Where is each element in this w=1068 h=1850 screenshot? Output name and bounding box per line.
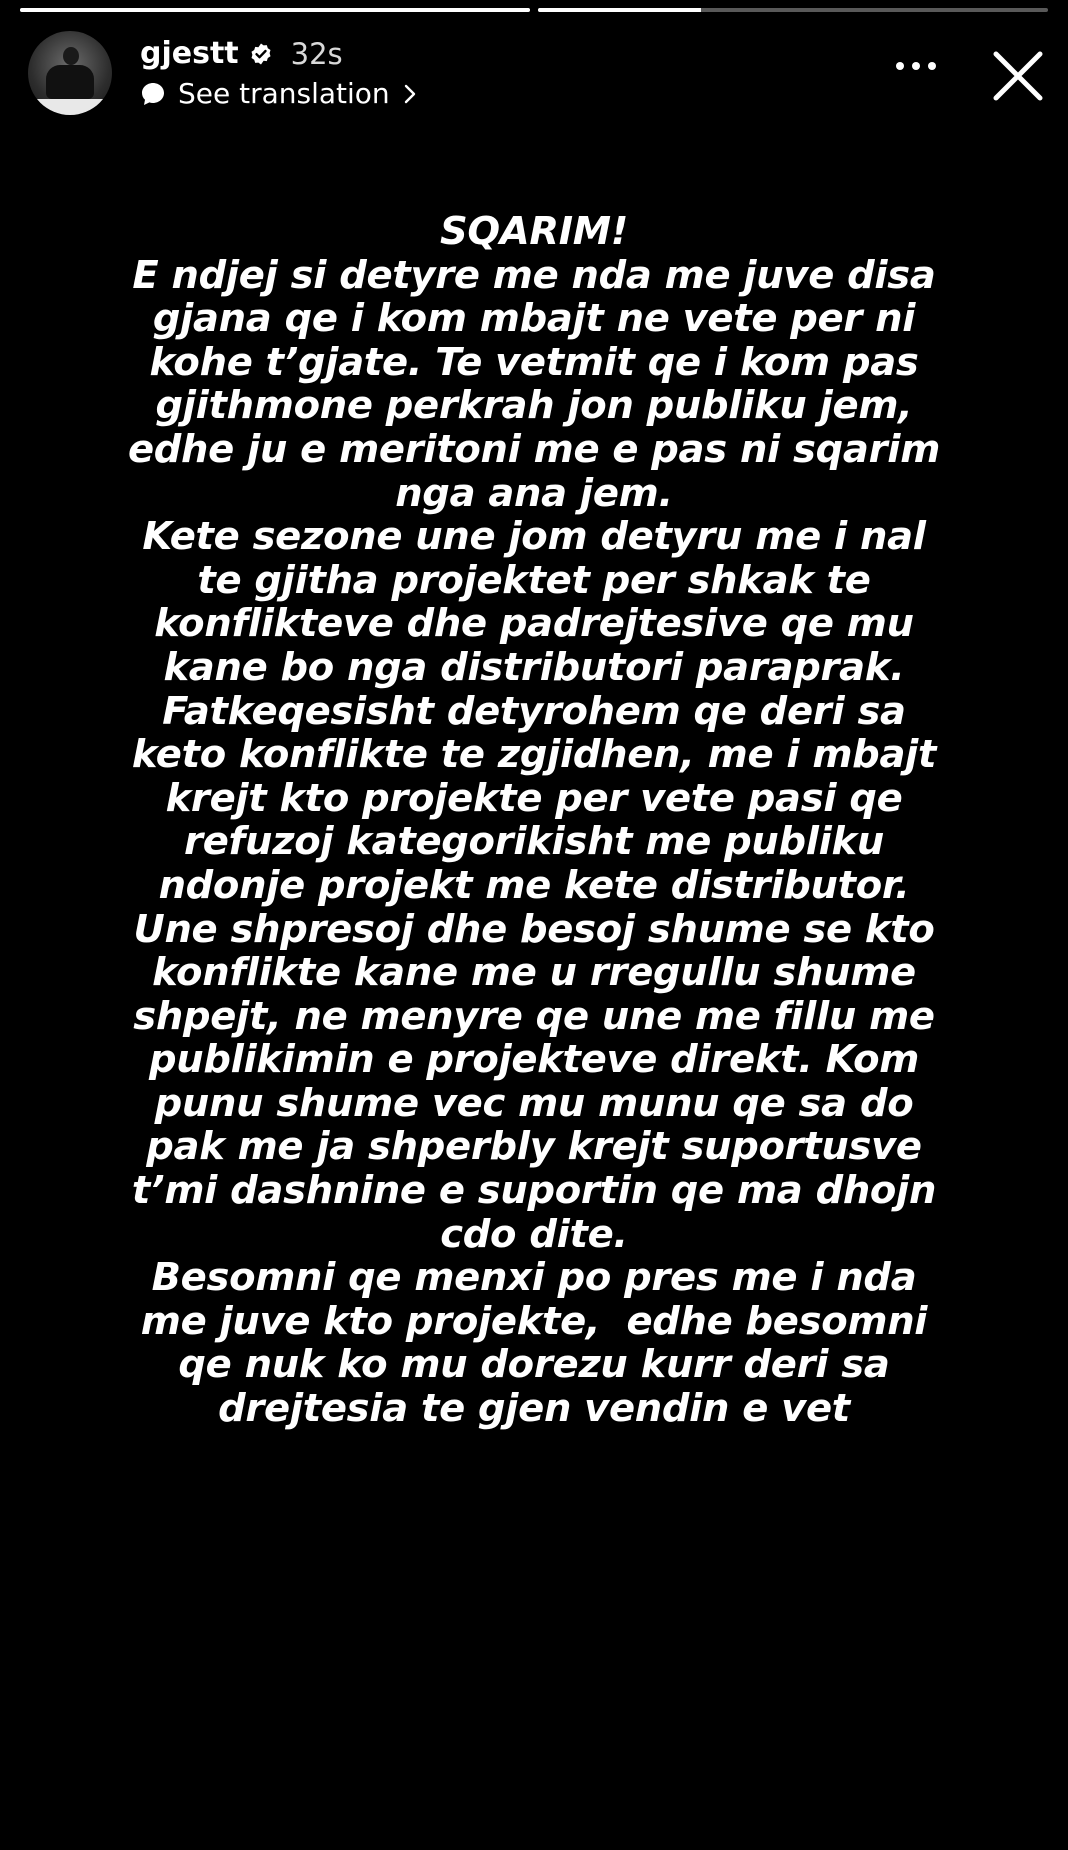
story-meta-top [140, 36, 418, 71]
story-progress-segment-2 [538, 8, 1048, 12]
story-progress-fill-2 [538, 8, 701, 12]
story-text-line: drejtesia te gjen vendin e vet [218, 1386, 850, 1432]
story-text-line: pak me ja shperbly krejt suportusve [146, 1124, 922, 1170]
avatar-floor [28, 99, 112, 115]
translate-bubble-icon [140, 81, 166, 107]
avatar[interactable] [28, 31, 112, 115]
story-text-line: publikimin e projekteve direkt. Kom [148, 1037, 920, 1083]
story-text-line: kohe t’gjate. Te vetmit qe i kom pas [149, 339, 919, 385]
story-text-line: te gjitha projektet per shkak te [197, 557, 871, 603]
close-icon[interactable] [990, 48, 1046, 104]
story-text-line: konflikte kane me u rregullu shume [152, 950, 916, 996]
story-progress-bar [20, 8, 1048, 12]
see-translation-link[interactable]: See translation [178, 77, 390, 110]
story-text-line: gjithmone perkrah jon publiku jem, [155, 383, 913, 429]
see-translation-row[interactable] [140, 77, 418, 110]
story-text-line: SQARIM! [440, 209, 628, 254]
story-text-line: kane bo nga distributori paraprak. [163, 644, 905, 690]
story-text-line: edhe ju e meritoni me e pas ni sqarim [127, 426, 941, 472]
story-text-line: nga ana jem. [395, 470, 673, 516]
story-text-line: me juve kto projekte, edhe besomni [140, 1298, 928, 1344]
story-text-line: krejt kto projekte per vete pasi qe [165, 775, 903, 821]
story-progress-segment-1 [20, 8, 530, 12]
story-text-line: ndonje projekt me kete distributor. [158, 862, 910, 908]
story-text-line: shpejt, ne menyre qe une me fillu me [133, 993, 935, 1039]
story-meta [140, 36, 418, 110]
story-text-line: E ndjej si detyre me nda me juve disa [132, 252, 936, 298]
story-text-line: punu shume vec mu munu qe sa do [154, 1080, 914, 1126]
avatar-figure-head [63, 47, 79, 65]
story-text [60, 210, 1008, 1431]
story-text-line: cdo dite. [440, 1211, 628, 1257]
story-text-line: konflikteve dhe padrejtesive qe mu [154, 601, 914, 647]
verified-badge-icon [249, 42, 273, 66]
avatar-figure-body [46, 65, 94, 99]
story-text-line: Une shpresoj dhe besoj shume se kto [133, 906, 935, 952]
story-text-line: gjana qe i kom mbajt ne vete per ni [152, 296, 916, 342]
story-text-line: t’mi dashnine e suportin qe ma dhojn [131, 1168, 937, 1214]
story-text-line: refuzoj kategorikisht me publiku [184, 819, 884, 865]
story-text-line: Besomni qe menxi po pres me i nda [151, 1255, 917, 1301]
chevron-right-icon [402, 83, 418, 105]
story-text-line: Kete sezone une jom detyru me i nal [142, 514, 926, 560]
story-time-ago: 32s [290, 36, 343, 71]
more-dots-icon[interactable] [888, 46, 944, 86]
story-text-line: qe nuk ko mu dorezu kurr deri sa [178, 1342, 890, 1388]
story-progress-fill-1 [20, 8, 530, 12]
story-text-line: Fatkeqesisht detyrohem qe deri sa [162, 688, 906, 734]
username[interactable]: gjestt [140, 36, 239, 71]
story-text-line: keto konflikte te zgjidhen, me i mbajt [131, 732, 937, 778]
